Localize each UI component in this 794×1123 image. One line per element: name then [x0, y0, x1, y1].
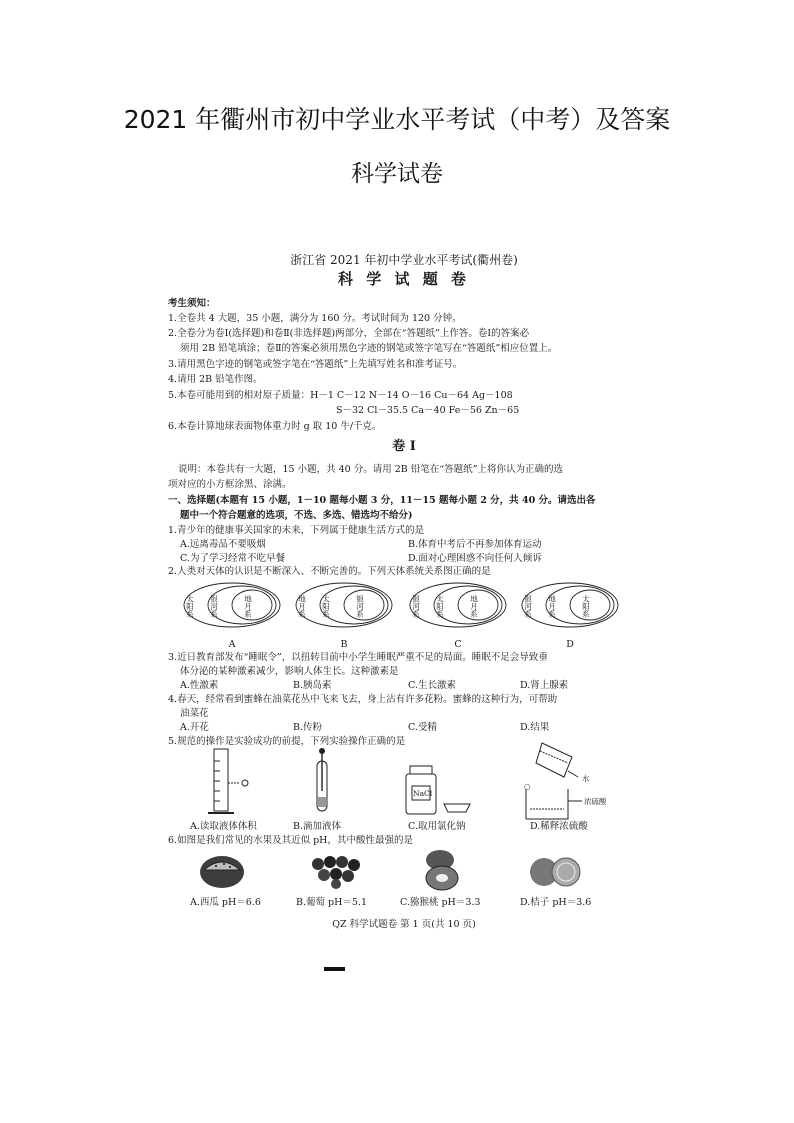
notice-title: 考生须知：: [168, 298, 216, 309]
celestial-diagram-b: [294, 580, 394, 651]
diagram-c-letter: C: [454, 639, 462, 650]
instruction-line: 项对应的小方框涂黑、涂满。: [168, 479, 292, 490]
question-option: C.取用氯化钠: [408, 821, 466, 832]
scan-artifact-dash: [324, 967, 345, 971]
question-option: A.开花: [180, 722, 209, 733]
diagram-b-inner-label: 银河系: [355, 595, 365, 618]
question-stem: 3.近日教育部发布“睡眠令”，以扭转目前中小学生睡眠严重不足的局面。睡眠不足会导致垂: [168, 652, 548, 663]
acid-label: 浓硫酸: [584, 797, 607, 806]
diagram-d-inner-label: 太阳系: [581, 595, 591, 618]
question-option: B.胰岛素: [293, 680, 332, 691]
question-option: C.为了学习经常不吃早餐: [180, 553, 285, 564]
notice-line: 5.本卷可能用到的相对原子质量：H－1 C－12 N－14 O－16 Cu－64 Ag－108: [168, 390, 513, 401]
diagram-c-middle-label: 太阳系: [435, 595, 445, 618]
kiwi-image: [418, 848, 470, 892]
celestial-diagram-d: [520, 580, 620, 651]
diagram-a-inner-label: 地月系: [243, 595, 253, 618]
orange-image: [528, 850, 584, 890]
question-option: D.桔子 pH＝3.6: [520, 897, 592, 908]
question-stem: 体分泌的某种激素减少，影响人体生长。这种激素是: [180, 666, 399, 677]
question-option: B.葡萄 pH＝5.1: [296, 897, 367, 908]
graduated-cylinder-figure: [198, 747, 258, 817]
question-option: C.猕猴桃 pH＝3.3: [400, 897, 481, 908]
diagram-b-middle-label: 太阳系: [321, 595, 331, 618]
question-option: D.结果: [520, 722, 550, 733]
question-option: D.稀释浓硫酸: [530, 821, 588, 832]
notice-line: 6.本卷计算地球表面物体重力时 g 取 10 牛/千克。: [168, 421, 382, 432]
question-option: A.远离毒品不要吸烟: [180, 539, 266, 550]
part-one-heading: 题中一个符合题意的选项，不选、多选、错选均不给分): [180, 510, 413, 521]
section-title: 卷 Ⅰ: [392, 439, 416, 454]
diagram-b-outer-label: 地月系: [297, 595, 307, 618]
notice-line: 2.全卷分为卷Ⅰ(选择题)和卷Ⅱ(非选择题)两部分，全部在“答题纸”上作答。卷Ⅰ的答案必: [168, 328, 530, 339]
exam-header: 浙江省 2021 年初中学业水平考试(衢州卷): [290, 253, 518, 267]
diagram-a-middle-label: 银河系: [209, 595, 219, 618]
question-stem: 2.人类对天体的认识是不断深入、不断完善的。下列天体系统关系图正确的是: [168, 566, 491, 577]
instruction-line: 说明：本卷共有一大题，15 小题，共 40 分。请用 2B 铅笔在“答题纸”上将你认为正确的选: [178, 464, 564, 475]
grapes-image: [308, 850, 364, 890]
notice-line: 4.请用 2B 铅笔作图。: [168, 374, 263, 385]
question-option: B.传粉: [293, 722, 323, 733]
page-footer: QZ 科学试题卷 第 1 页(共 10 页): [332, 919, 476, 930]
part-one-heading: 一、选择题(本题有 15 小题，1－10 题每小题 3 分，11－15 题每小题 2 分，共 40 分。请选出各: [168, 495, 596, 506]
question-stem: 5.规范的操作是实验成功的前提，下列实验操作正确的是: [168, 736, 406, 747]
question-option: D.肾上腺素: [520, 680, 569, 691]
diagram-c-inner-label: 地月系: [469, 595, 479, 618]
scanned-exam-page: [168, 242, 640, 937]
svg-text:○: ○: [524, 782, 531, 791]
salt-jar-figure: [400, 764, 480, 818]
document-subtitle: 科学试卷: [351, 161, 443, 187]
question-stem: 1.青少年的健康事关国家的未来，下列属于健康生活方式的是: [168, 525, 425, 536]
question-option: B.滴加液体: [293, 821, 342, 832]
dropper-figure: [303, 747, 343, 817]
question-option: C.生长激素: [408, 680, 456, 691]
question-option: A.西瓜 pH＝6.6: [190, 897, 261, 908]
question-option: A.性激素: [180, 680, 219, 691]
diagram-b-letter: B: [340, 639, 348, 650]
question-stem: 油菜花: [180, 708, 209, 719]
celestial-diagram-a: [182, 580, 282, 651]
question-option: D.面对心理困惑不向任何人倾诉: [408, 553, 542, 564]
diagram-d-outer-label: 银河系: [523, 595, 533, 618]
diagram-d-letter: D: [566, 639, 574, 650]
notice-line: S－32 Cl－35.5 Ca－40 Fe－56 Zn－65: [336, 405, 520, 416]
diagram-a-outer-label: 太阳系: [185, 595, 195, 618]
nacl-label: NaCl: [413, 789, 433, 798]
document-title: 2021 年衢州市初中学业水平考试（中考）及答案: [123, 105, 671, 134]
question-option: B.体育中考后不再参加体育运动: [408, 539, 542, 550]
water-label: 水: [582, 774, 590, 783]
diagram-c-outer-label: 银河系: [411, 595, 421, 618]
exam-title: 科 学 试 题 卷: [338, 270, 470, 288]
notice-line: 须用 2B 铅笔填涂；卷Ⅱ的答案必须用黑色字迹的钢笔或签字笔写在“答题纸”相应位置上。: [180, 343, 558, 354]
notice-line: 1.全卷共 4 大题，35 小题，满分为 160 分。考试时间为 120 分钟。: [168, 313, 462, 324]
dilution-figure: [520, 737, 630, 823]
celestial-diagram-c: [408, 580, 508, 651]
watermelon-image: [198, 850, 248, 890]
question-stem: 4.春天，经常看到蜜蜂在油菜花丛中飞来飞去，身上沾有许多花粉。蜜蜂的这种行为，可帮助: [168, 694, 558, 705]
question-option: C.受精: [408, 722, 437, 733]
question-option: A.读取液体体积: [190, 821, 257, 832]
question-stem: 6.如图是我们常见的水果及其近似 pH，其中酸性最强的是: [168, 835, 413, 846]
diagram-d-middle-label: 地月系: [547, 595, 557, 618]
notice-line: 3.请用黑色字迹的钢笔或签字笔在“答题纸”上先填写姓名和准考证号。: [168, 359, 463, 370]
diagram-a-letter: A: [228, 639, 236, 650]
